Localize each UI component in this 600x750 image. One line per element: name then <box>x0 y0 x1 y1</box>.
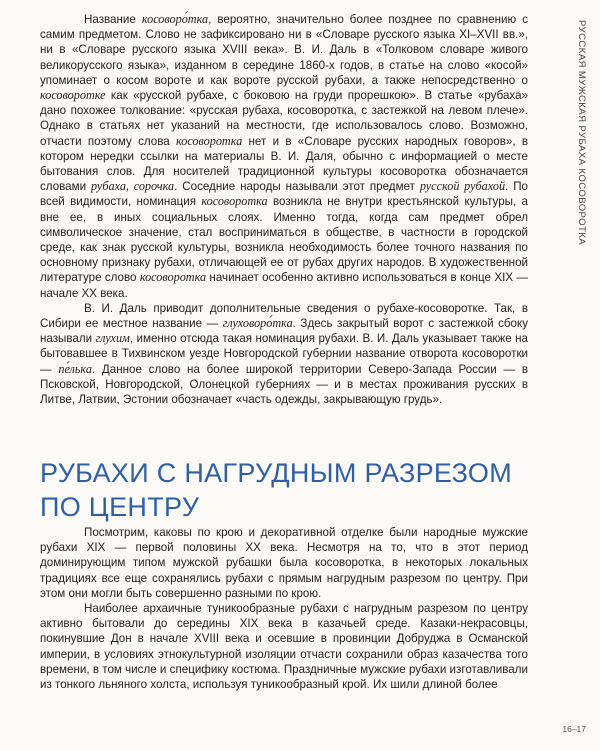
italic-term: глуховоро́тка <box>222 316 293 331</box>
paragraph <box>40 12 528 301</box>
heading-line: ПО ЦЕНТРУ <box>40 492 200 522</box>
running-title: РУССКАЯ МУЖСКАЯ РУБАХА КОСОВОРОТКА <box>576 20 587 246</box>
text-run: В. И. Даль приводит дополнительные сведения о рубахе-косоворотке. Так, в Сибири ее местное название — <box>40 301 528 331</box>
italic-term: русской рубахой <box>419 179 506 194</box>
text-run: . Здесь закрытый ворот с застежкой сбоку называли <box>40 317 528 346</box>
text-run: , именно отсюда такая номинация рубахи. В. И. Даль указывает также на бытовавшее в Тихвинском уезде Новгородской губернии название отворота косоворотки — <box>40 332 529 376</box>
text-run: Наиболее архаичные туникообразные рубахи с нагрудным разрезом по центру активно бытовали до середины XIX века в казачьей среде. Казаки-некрасовцы, покинувшие Дон в начале XVIII века и осевшие в провинции Добруджа в Османской империи, в условиях этнокультурной изоляции отчасти сохранили образ казачества того времени, в том числе и специфику костюма. Праздничные мужские рубахи изготавливали из тонкого льняного холста, используя туникообразный крой. Их шили длиной более <box>40 602 528 692</box>
text-run: . Данное слово на более широкой территории Северо-Запада России — в Псковской, Новгородской, Олонецкой губерниях — и в местах проживания русских в Литве, Латвии, Эстонии обозначает «часть одежды, закрывающую грудь». <box>40 362 528 407</box>
paragraph <box>40 601 528 692</box>
italic-term: косоворотка <box>201 194 268 209</box>
italic-term: рубаха, сорочка <box>91 179 175 194</box>
text-run: . Соседние народы называли этот предмет <box>174 180 420 194</box>
italic-term: пе́лька <box>58 361 92 376</box>
italic-term: косоворо́тка <box>141 12 209 26</box>
text-run: Название <box>84 13 142 26</box>
page-number: 16–17 <box>562 724 586 734</box>
text-run: начинает особенно активно использоваться в конце XIX — начале XX века. <box>40 271 528 300</box>
text-run: . По всей видимости, номинация <box>40 180 528 209</box>
italic-term: косоворотка <box>139 270 207 285</box>
text-run: возникла не внутри крестьянской культуры, а вне ее, в иных социальных слоях. Именно тогда, когда сам предмет обрел символическое значение, стал восприниматься в обществе, в частности в городской среде, как знак русской культуры, возникла необходимость более точного названия по основному признаку рубахи, отличающей ее от рубах других народов. В художественной литературе слово <box>40 195 528 285</box>
paragraph <box>40 525 528 601</box>
section-intro-text <box>40 12 528 407</box>
italic-term: глухим <box>95 331 130 346</box>
text-run: Посмотрим, каковы по крою и декоративной отделке были народные мужские рубахи XIX — первой половины XX века. Несмотря на то, что в этот период доминирующим типом мужской рубашки была косоворотка, в некоторых локальных традициях все еще сохранялись рубахи с прямым нагрудным разрезом по центру. При этом они могли быть совершенно разными по крою. <box>40 526 528 600</box>
italic-term: косоворотка <box>175 133 243 148</box>
text-run: , вероятно, значительно более позднее по сравнению с самим предметом. Слово не зафиксировано ни в «Словаре русского языка XI–XVII вв.», ни в «Словаре русского языка XVIII века». В. И. Даль в «Толковом словаре живого великорусского языка», изданном в середине 1860-х годов, в статье на слово «косой» упоминает о косом вороте и как вороте русской рубахи, а также непосредственно о <box>40 13 529 87</box>
heading-line: РУБАХИ С НАГРУДНЫМ РАЗРЕЗОМ <box>40 458 513 488</box>
section-heading <box>40 456 540 524</box>
section-body-text <box>40 525 528 692</box>
paragraph <box>40 301 528 407</box>
italic-term: косоворотке <box>40 88 106 103</box>
text-run: как «русской рубахе, с боковою на груди прорешкою». В статье «рубаха» дано похожее толкование: «русская рубаха, косоворотка, с застежкой на левом плече». Однако в статьях нет указаний на местности, где использовалось слово. Возможно, отчасти поэтому слова <box>40 89 528 148</box>
text-run: нет и в «Словаре русских народных говоров», в котором нередки ссылки на материалы В. И. Даля, обычно с информацией о месте бытования слов. Для носителей традиционной культуры косоворотка обозначается словами <box>40 134 528 194</box>
